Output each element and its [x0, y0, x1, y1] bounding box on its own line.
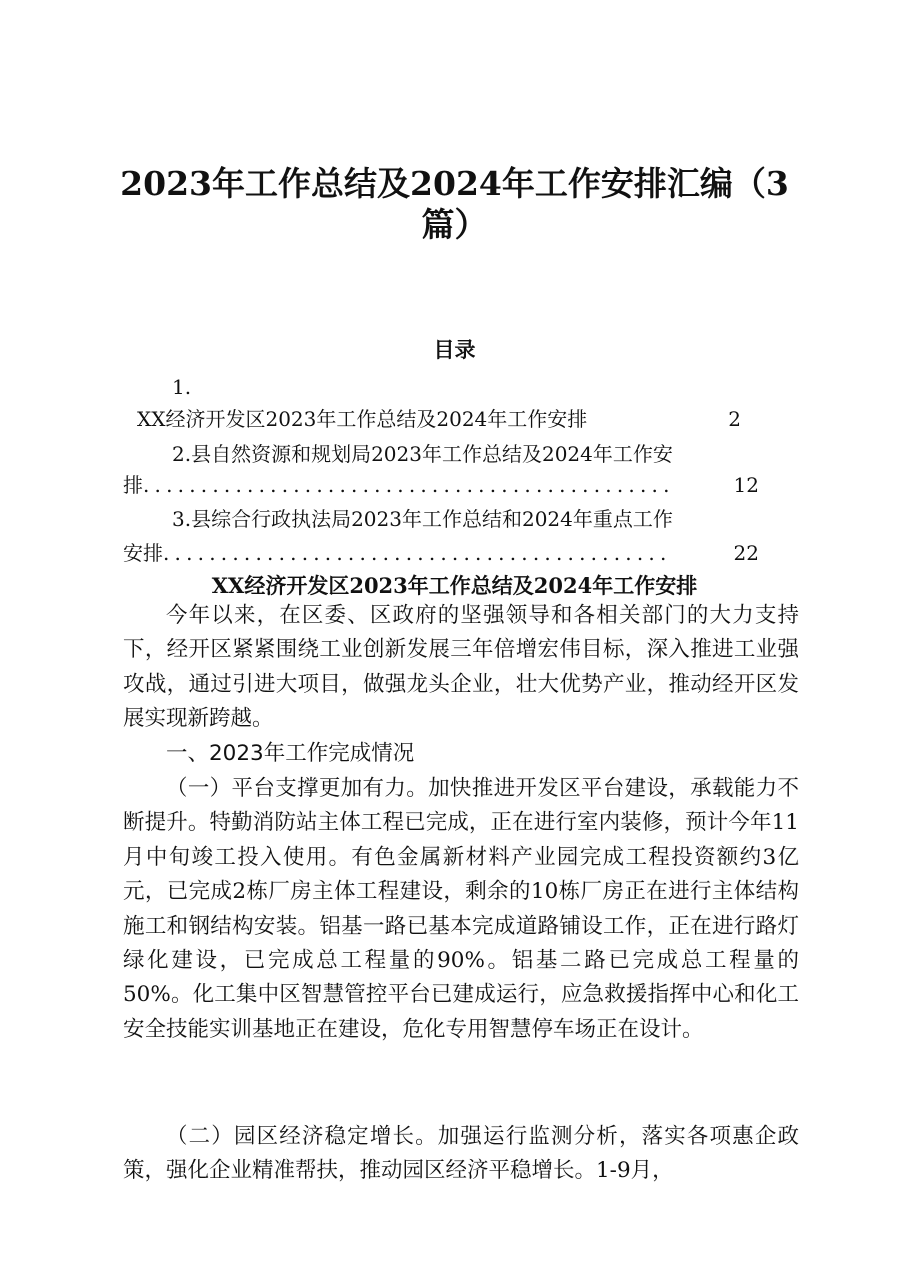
toc-item-1-page: 2: [728, 407, 741, 431]
paragraph-platform: [123, 772, 799, 1047]
toc-item-3-text-end: 安排: [123, 541, 163, 565]
toc-item-3-page: 22: [733, 541, 759, 565]
paragraph-platform-body: 加快推进开发区平台建设，承载能力不断提升。特勤消防站主体工程已完成，正在进行室内装修，预计今年11月中旬竣工投入使用。有色金属新材料产业园完成工程投资额约3亿元，已完成2栋厂房主体工程建设，剩余的10栋厂房正在进行主体结构施工和钢结构安装。铝基一路已基本完成道路铺设工作，正在进行路灯绿化建设，已完成总工程量的90%。铝基二路已完成总工程量的50%。化工集中区智慧管控平台已建成运行，应急救援指挥中心和化工安全技能实训基地正在建设，危化专用智慧停车场正在设计。: [123, 776, 799, 1042]
toc-item-3-line1[interactable]: 3.县综合行政执法局2023年工作总结和2024年重点工作: [172, 507, 673, 531]
intro-paragraph: 今年以来，在区委、区政府的坚强领导和各相关部门的大力支持下，经开区紧紧围绕工业创新发展三年倍增宏伟目标，深入推进工业强攻战，通过引进大项目，做强龙头企业，壮大优势产业，推动经开区发展实现新跨越。: [123, 603, 799, 732]
document-title-line-2: 篇）: [421, 205, 488, 244]
paragraph-economy-lead: （二）园区经济稳定增长。: [166, 1124, 438, 1149]
toc-item-2-line1[interactable]: 2.县自然资源和规划局2023年工作总结及2024年工作安: [172, 442, 673, 466]
toc-item-2-line2[interactable]: [123, 468, 759, 502]
toc-item-2-leader: ..............................................: [143, 473, 675, 497]
toc-item-1[interactable]: [137, 402, 741, 436]
paragraph-economy-body: 加强运行监测分析，落实各项惠企政策，强化企业精准帮扶，推动园区经济平稳增长。1-9月，: [123, 1124, 799, 1184]
section-title: XX经济开发区2023年工作总结及2024年工作安排: [211, 573, 698, 598]
document-title-line-1: 2023年工作总结及2024年工作安排汇编（3: [120, 164, 789, 203]
toc-item-3-leader: ............................................: [163, 541, 672, 565]
toc-item-3-line2[interactable]: [123, 536, 759, 570]
paragraph-economy: [123, 1120, 799, 1189]
toc-item-2-text-end: 排: [123, 473, 143, 497]
toc-heading: 目录: [433, 337, 476, 362]
heading-level-1: 一、2023年工作完成情况: [166, 741, 415, 766]
toc-item-1-number: 1.: [172, 375, 192, 399]
toc-item-1-text: XX经济开发区2023年工作总结及2024年工作安排: [137, 407, 588, 431]
toc-item-2-page: 12: [733, 473, 759, 497]
paragraph-platform-lead: （一）平台支撑更加有力。: [166, 776, 429, 801]
